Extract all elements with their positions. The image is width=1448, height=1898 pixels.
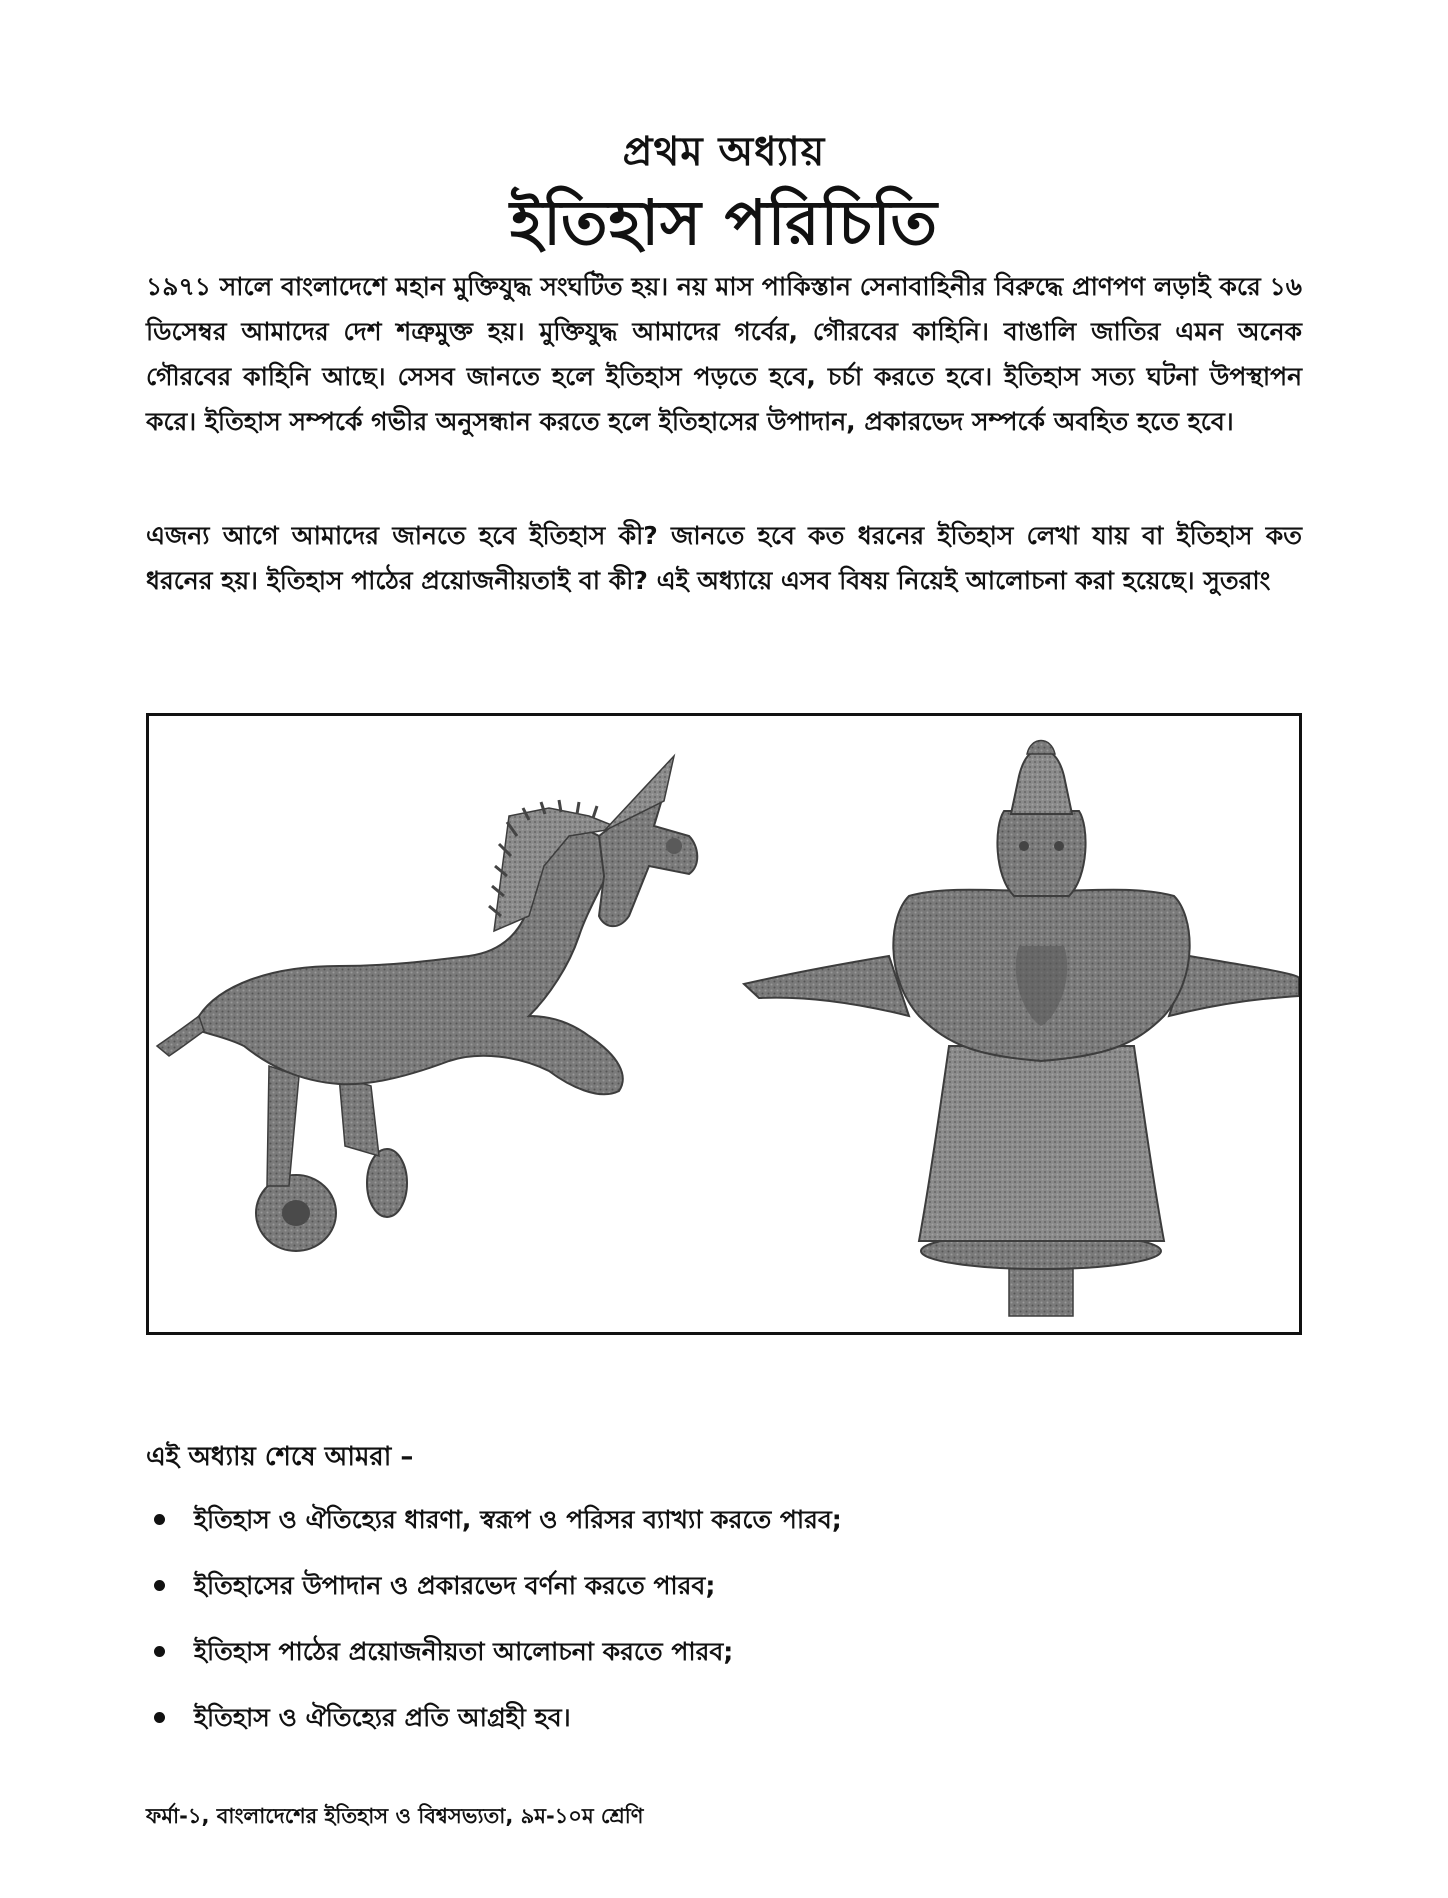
figurine-skirt bbox=[919, 1046, 1164, 1241]
figurine-crown-top bbox=[1027, 741, 1055, 755]
bullet-icon bbox=[154, 1514, 165, 1525]
horse-wheel-front bbox=[367, 1149, 407, 1217]
objective-text: ইতিহাস পাঠের প্রয়োজনীয়তা আলোচনা করতে পারব; bbox=[194, 1637, 734, 1666]
figurine-headdress bbox=[1011, 748, 1072, 814]
horse-eye bbox=[666, 838, 682, 854]
objective-item bbox=[146, 1632, 1302, 1698]
bullet-icon bbox=[154, 1712, 165, 1723]
chapter-title: ইতিহাস পরিচিতি bbox=[510, 186, 938, 259]
horse-leg-rear bbox=[267, 1066, 299, 1186]
figurine-eye-left bbox=[1019, 841, 1029, 851]
objective-text: ইতিহাস ও ঐতিহ্যের ধারণা, স্বরূপ ও পরিসর ব্যাখ্যা করতে পারব; bbox=[194, 1505, 842, 1534]
figurine-eye-right bbox=[1054, 841, 1064, 851]
objective-text: ইতিহাস ও ঐতিহ্যের প্রতি আগ্রহী হব। bbox=[194, 1703, 571, 1732]
objective-item bbox=[146, 1698, 1302, 1764]
objective-text: ইতিহাসের উপাদান ও প্রকারভেদ বর্ণনা করতে পারব; bbox=[194, 1571, 716, 1600]
objectives-heading: এই অধ্যায় শেষে আমরা – bbox=[146, 1442, 414, 1472]
intro-paragraph-1: ১৯৭১ সালে বাংলাদেশে মহান মুক্তিযুদ্ধ সংঘটিত হয়। নয় মাস পাকিস্তান সেনাবাহিনীর বিরুদ্ধে প্রাণপণ লড়াই করে ১৬ ডিসেম্বর আমাদের দেশ শত্রুমুক্ত হয়। মুক্তিযুদ্ধ আমাদের গর্বের, গৌরবের কাহিনি। বাঙালি জাতির এমন অনেক গৌরবের কাহিনি আছে। সেসব জানতে হলে ইতিহাস পড়তে হবে, চর্চা করতে হবে। ইতিহাস সত্য ঘটনা উপস্থাপন করে। ইতিহাস সম্পর্কে গভীর অনুসন্ধান করতে হলে ইতিহাসের উপাদান, প্রকারভেদ সম্পর্কে অবহিত হতে হবে। bbox=[146, 272, 1302, 436]
horse-body bbox=[194, 830, 623, 1095]
horse-wheel-rear-hub bbox=[282, 1200, 310, 1226]
horse-leg-mid bbox=[339, 1076, 379, 1156]
artifact-figure bbox=[146, 713, 1302, 1335]
figurine-arm-left bbox=[744, 956, 909, 1016]
bullet-icon bbox=[154, 1646, 165, 1657]
objective-item bbox=[146, 1500, 1302, 1566]
objectives-list bbox=[146, 1500, 1302, 1764]
horse-tail bbox=[157, 1016, 204, 1056]
artifact-illustration bbox=[149, 716, 1299, 1332]
page-footer: ফর্মা-১, বাংলাদেশের ইতিহাস ও বিশ্বসভ্যতা, ৯ম-১০ম শ্রেণি bbox=[146, 1804, 644, 1828]
figurine-head bbox=[997, 811, 1085, 896]
horse-figurine bbox=[157, 756, 697, 1251]
female-figurine bbox=[744, 741, 1299, 1317]
chapter-number: প্রথম অধ্যায় bbox=[622, 129, 826, 175]
bullet-icon bbox=[154, 1580, 165, 1591]
intro-paragraph-2: এজন্য আগে আমাদের জানতে হবে ইতিহাস কী? জানতে হবে কত ধরনের ইতিহাস লেখা যায় বা ইতিহাস কত ধরনের হয়। ইতিহাস পাঠের প্রয়োজনীয়তাই বা কী? এই অধ্যায়ে এসব বিষয় নিয়েই আলোচনা করা হয়েছে। সুতরাং bbox=[146, 521, 1302, 595]
objective-item bbox=[146, 1566, 1302, 1632]
